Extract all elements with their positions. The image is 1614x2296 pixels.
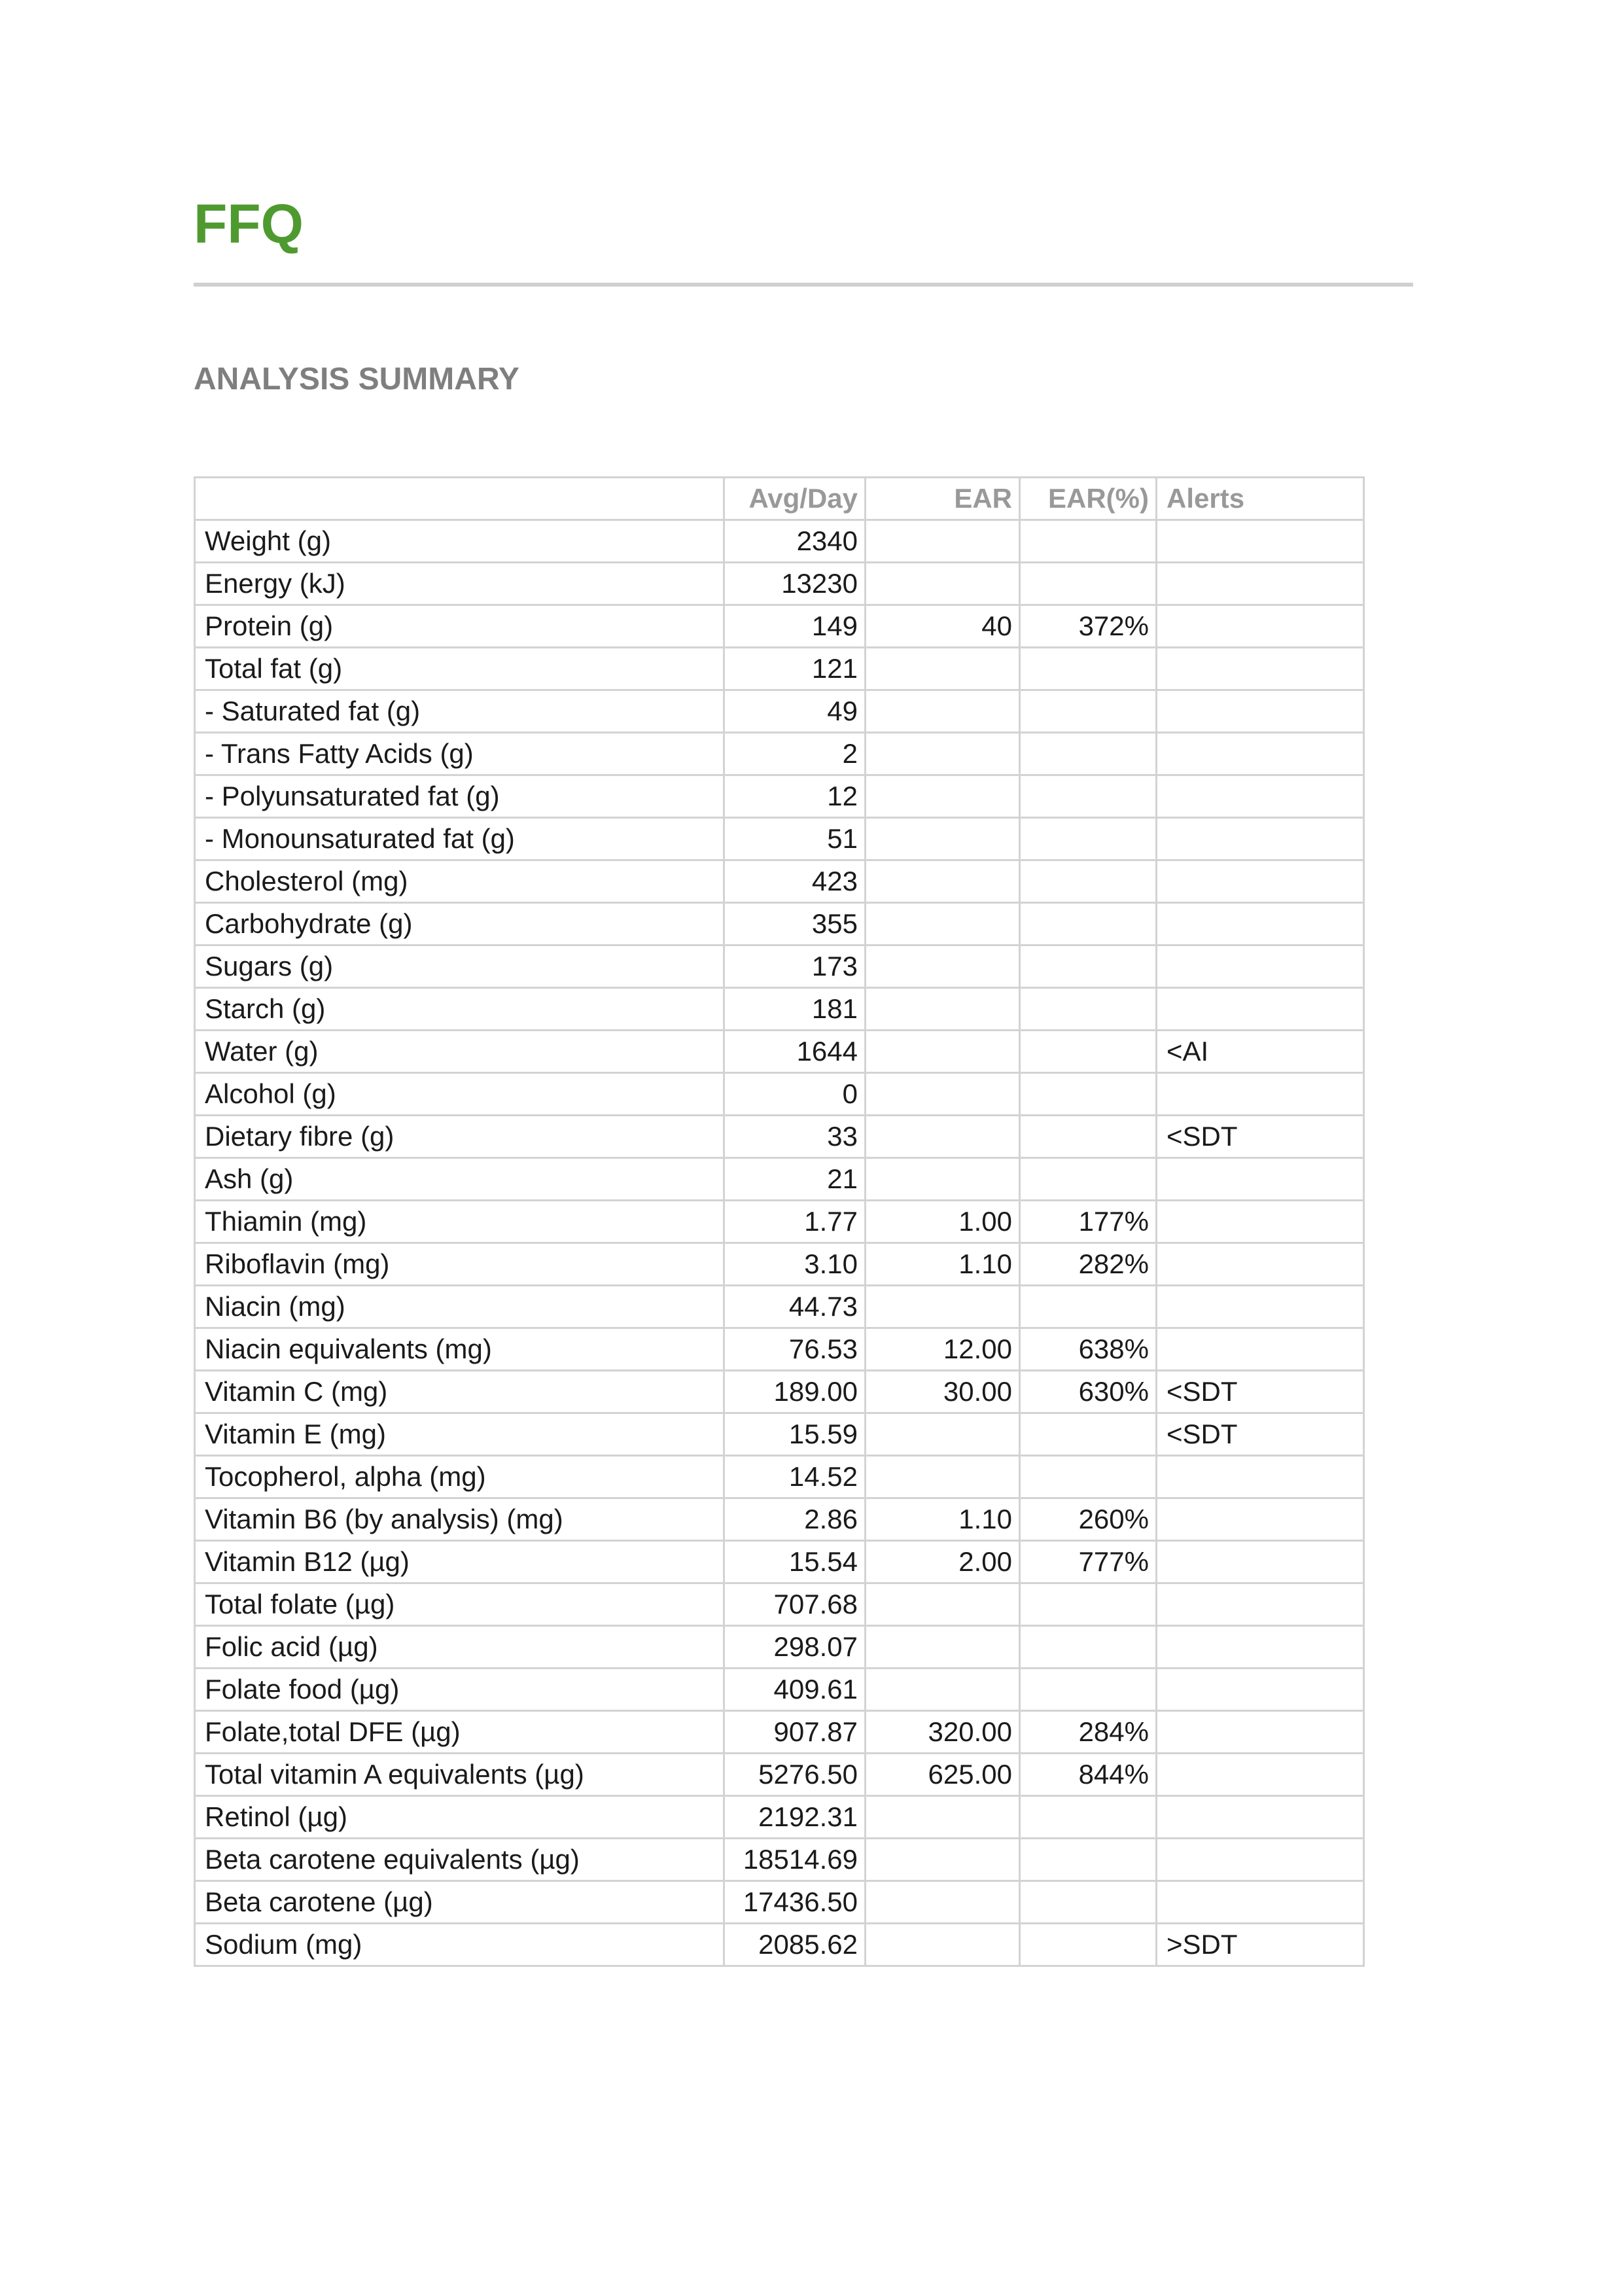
- ear-percent-cell: [1020, 1286, 1157, 1328]
- avg-day-cell: 707.68: [724, 1583, 866, 1626]
- table-row: [195, 1711, 1364, 1754]
- table-row: [195, 733, 1364, 775]
- avg-day-cell: 189.00: [724, 1371, 866, 1413]
- ear-cell: [866, 1626, 1020, 1669]
- column-header-avg-day: Avg/Day: [724, 478, 866, 520]
- table-row: [195, 1158, 1364, 1201]
- nutrient-name-cell: Vitamin C (mg): [195, 1371, 724, 1413]
- alert-cell: [1157, 1498, 1364, 1541]
- alert-cell: [1157, 988, 1364, 1031]
- ear-cell: [866, 1669, 1020, 1711]
- alert-cell: <SDT: [1157, 1371, 1364, 1413]
- nutrient-name-cell: - Polyunsaturated fat (g): [195, 775, 724, 818]
- ear-cell: [866, 520, 1020, 563]
- nutrient-name-cell: Cholesterol (mg): [195, 860, 724, 903]
- nutrient-name-cell: Folic acid (µg): [195, 1626, 724, 1669]
- ear-cell: [866, 1583, 1020, 1626]
- ear-cell: 30.00: [866, 1371, 1020, 1413]
- table-row: [195, 563, 1364, 605]
- table-row: [195, 1541, 1364, 1583]
- avg-day-cell: 33: [724, 1116, 866, 1158]
- avg-day-cell: 355: [724, 903, 866, 945]
- table-row: [195, 690, 1364, 733]
- analysis-summary-table: [194, 476, 1365, 1967]
- ear-cell: 40: [866, 605, 1020, 648]
- table-row: [195, 1031, 1364, 1073]
- ear-percent-cell: [1020, 1031, 1157, 1073]
- ear-cell: [866, 860, 1020, 903]
- ear-percent-cell: [1020, 733, 1157, 775]
- alert-cell: [1157, 520, 1364, 563]
- alert-cell: [1157, 1286, 1364, 1328]
- nutrient-name-cell: Energy (kJ): [195, 563, 724, 605]
- avg-day-cell: 0: [724, 1073, 866, 1116]
- table-row: [195, 1839, 1364, 1881]
- avg-day-cell: 2340: [724, 520, 866, 563]
- avg-day-cell: 18514.69: [724, 1839, 866, 1881]
- ear-cell: 320.00: [866, 1711, 1020, 1754]
- nutrient-name-cell: Protein (g): [195, 605, 724, 648]
- ear-percent-cell: [1020, 1073, 1157, 1116]
- nutrient-name-cell: Total vitamin A equivalents (µg): [195, 1754, 724, 1796]
- table-row: [195, 860, 1364, 903]
- ear-cell: [866, 945, 1020, 988]
- ear-percent-cell: [1020, 1669, 1157, 1711]
- ear-percent-cell: [1020, 818, 1157, 860]
- ear-percent-cell: 284%: [1020, 1711, 1157, 1754]
- alert-cell: [1157, 1711, 1364, 1754]
- ear-cell: [866, 1031, 1020, 1073]
- table-row: [195, 818, 1364, 860]
- table-row: [195, 1371, 1364, 1413]
- avg-day-cell: 907.87: [724, 1711, 866, 1754]
- alert-cell: [1157, 733, 1364, 775]
- ear-cell: [866, 1413, 1020, 1456]
- ear-cell: [866, 1881, 1020, 1924]
- ear-percent-cell: [1020, 1796, 1157, 1839]
- alert-cell: [1157, 605, 1364, 648]
- nutrient-name-cell: Beta carotene (µg): [195, 1881, 724, 1924]
- alert-cell: [1157, 690, 1364, 733]
- avg-day-cell: 14.52: [724, 1456, 866, 1498]
- avg-day-cell: 21: [724, 1158, 866, 1201]
- avg-day-cell: 76.53: [724, 1328, 866, 1371]
- ear-percent-cell: [1020, 520, 1157, 563]
- alert-cell: [1157, 1201, 1364, 1243]
- ear-cell: 1.10: [866, 1243, 1020, 1286]
- nutrient-name-cell: Retinol (µg): [195, 1796, 724, 1839]
- table-row: [195, 648, 1364, 690]
- ear-cell: [866, 1796, 1020, 1839]
- nutrient-name-cell: Sugars (g): [195, 945, 724, 988]
- alert-cell: >SDT: [1157, 1924, 1364, 1966]
- ear-cell: [866, 1456, 1020, 1498]
- table-row: [195, 1413, 1364, 1456]
- ear-percent-cell: 177%: [1020, 1201, 1157, 1243]
- ear-cell: [866, 690, 1020, 733]
- ear-percent-cell: [1020, 648, 1157, 690]
- ear-cell: [866, 1286, 1020, 1328]
- table-row: [195, 903, 1364, 945]
- table-row: [195, 1796, 1364, 1839]
- table-row: [195, 1881, 1364, 1924]
- ear-percent-cell: [1020, 1924, 1157, 1966]
- ear-cell: [866, 1158, 1020, 1201]
- avg-day-cell: 15.54: [724, 1541, 866, 1583]
- nutrient-name-cell: Sodium (mg): [195, 1924, 724, 1966]
- avg-day-cell: 2.86: [724, 1498, 866, 1541]
- ear-cell: [866, 1924, 1020, 1966]
- alert-cell: [1157, 1456, 1364, 1498]
- ear-percent-cell: [1020, 690, 1157, 733]
- avg-day-cell: 149: [724, 605, 866, 648]
- nutrient-name-cell: Tocopherol, alpha (mg): [195, 1456, 724, 1498]
- avg-day-cell: 51: [724, 818, 866, 860]
- alert-cell: [1157, 1796, 1364, 1839]
- ear-cell: 1.00: [866, 1201, 1020, 1243]
- ear-cell: [866, 988, 1020, 1031]
- nutrient-name-cell: Niacin (mg): [195, 1286, 724, 1328]
- avg-day-cell: 121: [724, 648, 866, 690]
- alert-cell: [1157, 945, 1364, 988]
- table-row: [195, 1286, 1364, 1328]
- ear-percent-cell: [1020, 945, 1157, 988]
- ear-cell: [866, 1073, 1020, 1116]
- alert-cell: [1157, 1328, 1364, 1371]
- ear-cell: 12.00: [866, 1328, 1020, 1371]
- ear-cell: [866, 1839, 1020, 1881]
- ear-cell: 1.10: [866, 1498, 1020, 1541]
- nutrient-name-cell: Dietary fibre (g): [195, 1116, 724, 1158]
- ear-cell: [866, 648, 1020, 690]
- ear-cell: [866, 733, 1020, 775]
- avg-day-cell: 5276.50: [724, 1754, 866, 1796]
- ear-percent-cell: [1020, 1116, 1157, 1158]
- table-row: [195, 1583, 1364, 1626]
- table-row: [195, 1626, 1364, 1669]
- nutrient-name-cell: Total folate (µg): [195, 1583, 724, 1626]
- nutrient-name-cell: Water (g): [195, 1031, 724, 1073]
- nutrient-name-cell: Alcohol (g): [195, 1073, 724, 1116]
- ear-percent-cell: [1020, 775, 1157, 818]
- column-header-nutrient: [195, 478, 724, 520]
- ear-percent-cell: 638%: [1020, 1328, 1157, 1371]
- ear-percent-cell: [1020, 1158, 1157, 1201]
- avg-day-cell: 17436.50: [724, 1881, 866, 1924]
- table-row: [195, 605, 1364, 648]
- table-row: [195, 945, 1364, 988]
- nutrient-name-cell: Vitamin B6 (by analysis) (mg): [195, 1498, 724, 1541]
- alert-cell: <SDT: [1157, 1413, 1364, 1456]
- alert-cell: [1157, 563, 1364, 605]
- alert-cell: [1157, 775, 1364, 818]
- title-divider: [194, 283, 1413, 287]
- ear-percent-cell: [1020, 1583, 1157, 1626]
- column-header-ear-percent: EAR(%): [1020, 478, 1157, 520]
- nutrient-name-cell: Beta carotene equivalents (µg): [195, 1839, 724, 1881]
- ear-percent-cell: [1020, 860, 1157, 903]
- avg-day-cell: 1644: [724, 1031, 866, 1073]
- nutrient-name-cell: - Trans Fatty Acids (g): [195, 733, 724, 775]
- ear-percent-cell: [1020, 1839, 1157, 1881]
- avg-day-cell: 13230: [724, 563, 866, 605]
- avg-day-cell: 49: [724, 690, 866, 733]
- table-row: [195, 1201, 1364, 1243]
- avg-day-cell: 181: [724, 988, 866, 1031]
- alert-cell: [1157, 1541, 1364, 1583]
- ear-percent-cell: 630%: [1020, 1371, 1157, 1413]
- table-row: [195, 988, 1364, 1031]
- ear-percent-cell: [1020, 1626, 1157, 1669]
- table-row: [195, 1456, 1364, 1498]
- nutrient-name-cell: Folate food (µg): [195, 1669, 724, 1711]
- alert-cell: [1157, 1073, 1364, 1116]
- table-row: [195, 1243, 1364, 1286]
- alert-cell: [1157, 1626, 1364, 1669]
- ear-cell: 625.00: [866, 1754, 1020, 1796]
- avg-day-cell: 15.59: [724, 1413, 866, 1456]
- alert-cell: [1157, 818, 1364, 860]
- alert-cell: <SDT: [1157, 1116, 1364, 1158]
- ear-cell: [866, 563, 1020, 605]
- alert-cell: [1157, 1881, 1364, 1924]
- nutrient-name-cell: - Monounsaturated fat (g): [195, 818, 724, 860]
- nutrient-name-cell: Starch (g): [195, 988, 724, 1031]
- table-row: [195, 1073, 1364, 1116]
- avg-day-cell: 423: [724, 860, 866, 903]
- table-row: [195, 1669, 1364, 1711]
- ear-percent-cell: [1020, 1881, 1157, 1924]
- ear-cell: [866, 818, 1020, 860]
- ear-percent-cell: [1020, 903, 1157, 945]
- ear-percent-cell: [1020, 563, 1157, 605]
- ear-cell: 2.00: [866, 1541, 1020, 1583]
- ear-percent-cell: [1020, 1413, 1157, 1456]
- avg-day-cell: 1.77: [724, 1201, 866, 1243]
- alert-cell: [1157, 903, 1364, 945]
- column-header-ear: EAR: [866, 478, 1020, 520]
- ear-percent-cell: 777%: [1020, 1541, 1157, 1583]
- table-row: [195, 1116, 1364, 1158]
- nutrient-name-cell: Thiamin (mg): [195, 1201, 724, 1243]
- alert-cell: [1157, 1669, 1364, 1711]
- ear-percent-cell: 844%: [1020, 1754, 1157, 1796]
- alert-cell: [1157, 1243, 1364, 1286]
- avg-day-cell: 44.73: [724, 1286, 866, 1328]
- nutrient-name-cell: Weight (g): [195, 520, 724, 563]
- alert-cell: [1157, 648, 1364, 690]
- avg-day-cell: 2: [724, 733, 866, 775]
- table-row: [195, 1498, 1364, 1541]
- ear-cell: [866, 1116, 1020, 1158]
- avg-day-cell: 2192.31: [724, 1796, 866, 1839]
- page-title: FFQ: [194, 193, 304, 255]
- table-body: [195, 520, 1364, 1966]
- alert-cell: [1157, 1839, 1364, 1881]
- nutrient-name-cell: Ash (g): [195, 1158, 724, 1201]
- alert-cell: [1157, 1583, 1364, 1626]
- table-row: [195, 1924, 1364, 1966]
- nutrient-name-cell: Niacin equivalents (mg): [195, 1328, 724, 1371]
- avg-day-cell: 298.07: [724, 1626, 866, 1669]
- section-heading: ANALYSIS SUMMARY: [194, 362, 519, 397]
- nutrient-name-cell: - Saturated fat (g): [195, 690, 724, 733]
- ear-cell: [866, 775, 1020, 818]
- alert-cell: [1157, 1754, 1364, 1796]
- ear-percent-cell: 372%: [1020, 605, 1157, 648]
- nutrient-name-cell: Vitamin E (mg): [195, 1413, 724, 1456]
- ear-percent-cell: 260%: [1020, 1498, 1157, 1541]
- avg-day-cell: 409.61: [724, 1669, 866, 1711]
- avg-day-cell: 3.10: [724, 1243, 866, 1286]
- nutrient-name-cell: Vitamin B12 (µg): [195, 1541, 724, 1583]
- ear-percent-cell: [1020, 1456, 1157, 1498]
- avg-day-cell: 173: [724, 945, 866, 988]
- column-header-alerts: Alerts: [1157, 478, 1364, 520]
- ear-percent-cell: 282%: [1020, 1243, 1157, 1286]
- nutrient-name-cell: Carbohydrate (g): [195, 903, 724, 945]
- table-row: [195, 775, 1364, 818]
- alert-cell: [1157, 860, 1364, 903]
- table-row: [195, 1754, 1364, 1796]
- alert-cell: [1157, 1158, 1364, 1201]
- avg-day-cell: 2085.62: [724, 1924, 866, 1966]
- table-row: [195, 520, 1364, 563]
- ear-cell: [866, 903, 1020, 945]
- alert-cell: <AI: [1157, 1031, 1364, 1073]
- nutrient-name-cell: Total fat (g): [195, 648, 724, 690]
- ear-percent-cell: [1020, 988, 1157, 1031]
- nutrient-name-cell: Folate,total DFE (µg): [195, 1711, 724, 1754]
- nutrient-name-cell: Riboflavin (mg): [195, 1243, 724, 1286]
- table-header-row: [195, 478, 1364, 520]
- avg-day-cell: 12: [724, 775, 866, 818]
- table-row: [195, 1328, 1364, 1371]
